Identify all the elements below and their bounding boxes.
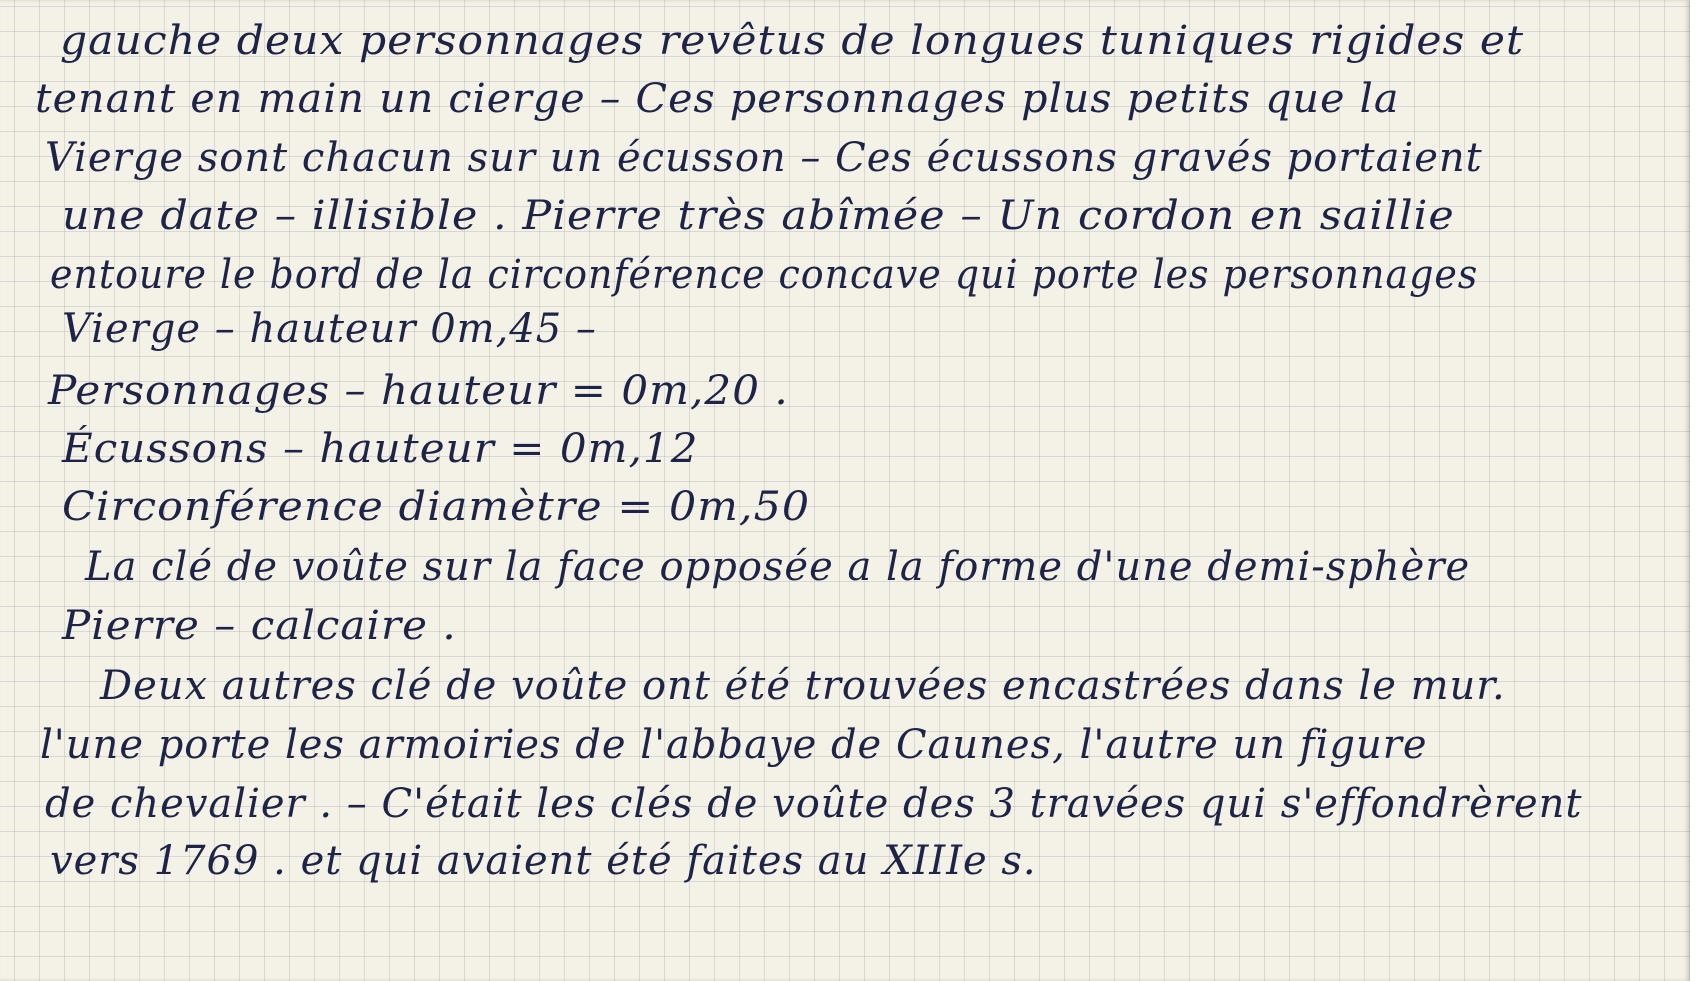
text-line: entoure le bord de la circonférence concave qui porte les personnages <box>50 252 1479 298</box>
text-line: Deux autres clé de voûte ont été trouvées encastrées dans le mur. <box>100 663 1506 709</box>
page-edge <box>1690 0 1700 981</box>
text-line: vers 1769 . et qui avaient été faites au XIIIe s. <box>50 838 1037 884</box>
measurement-line: Écussons – hauteur = 0m,12 <box>62 426 699 472</box>
text-line: Pierre – calcaire . <box>62 603 457 649</box>
measurement-line: Personnages – hauteur = 0m,20 . <box>48 368 789 414</box>
text-line: Vierge sont chacun sur un écusson – Ces écussons gravés portaient <box>45 135 1483 181</box>
measurement-line: Circonférence diamètre = 0m,50 <box>62 484 811 530</box>
text-line: La clé de voûte sur la face opposée a la forme d'une demi-sphère <box>85 544 1471 590</box>
text-line: tenant en main un cierge – Ces personnages plus petits que la <box>35 76 1400 122</box>
text-line: l'une porte les armoiries de l'abbaye de Caunes, l'autre un figure <box>40 722 1428 768</box>
text-line: gauche deux personnages revêtus de longues tuniques rigides et <box>60 18 1525 64</box>
measurement-line: Vierge – hauteur 0m,45 – <box>62 306 597 352</box>
text-line: de chevalier . – C'était les clés de voûte des 3 travées qui s'effondrèrent <box>45 781 1583 827</box>
text-line: une date – illisible . Pierre très abîmée – Un cordon en saillie <box>62 193 1455 239</box>
